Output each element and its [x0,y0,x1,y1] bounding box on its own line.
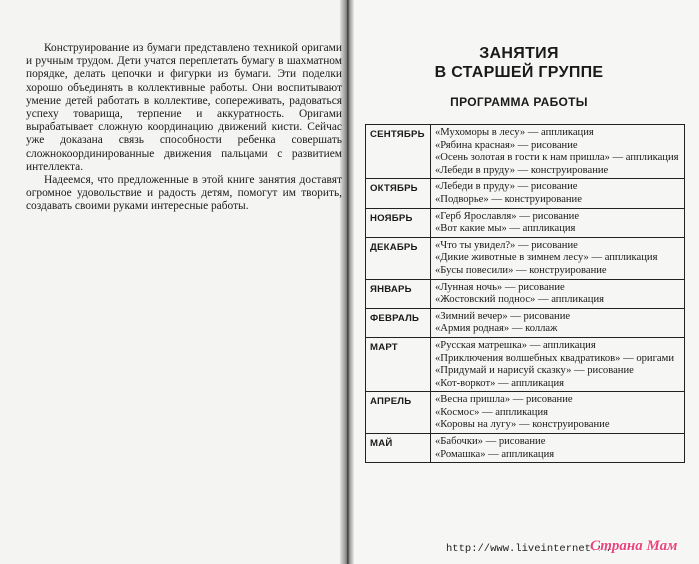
activity-item: «Вот какие мы» — аппликация [435,223,576,235]
activity-item: «Ромашка» — аппликация [435,448,555,460]
section-subtitle: ПРОГРАММА РАБОТЫ [450,95,588,109]
activity-item: «Приключения волшебных квадратиков» — оригами [435,352,675,364]
activities-cell [431,308,685,337]
activity-item: «Лунная ночь» — рисование [435,281,565,293]
activity-item: «Бабочки» — рисование [435,436,546,448]
month-cell: ДЕКАБРЬ [366,237,431,279]
activities-cell [431,125,685,179]
table-row [366,208,685,237]
watermark-logo: Страна Мам [590,538,678,554]
activity-item: «Зимний вечер» — рисование [435,310,571,322]
paragraph-1: Конструирование из бумаги представлено техникой оригами и ручным трудом. Дети учатся переплетать бумагу в шахматном порядке, делать цепочки и фигурки из бумаги. Эти поделки хорошо объединять в коллективные работы. Они воспитывают умение детей работать в коллективе, сопереживать, радоваться успеху товарища, терпение и аккуратность. Оригами вырабатывает сложную координацию движений кисти. Сейчас уже доказана связь способности ребенка совершать сложнокоординированные движения пальцами с развитием интеллекта. [26,42,342,173]
activities-cell [431,237,685,279]
activity-item: «Дикие животные в зимнем лесу» — аппликация [435,252,658,264]
activity-item: «Армия родная» — коллаж [435,323,558,335]
table-row [366,237,685,279]
activity-item: «Лебеди в пруду» — рисование [435,181,578,193]
activities-cell [431,337,685,391]
table-row [366,279,685,308]
month-cell: ФЕВРАЛЬ [366,308,431,337]
activities-cell [431,279,685,308]
activity-item: «Придумай и нарисуй сказку» — рисование [435,365,634,377]
watermark-url: http://www.liveinternet.ru [446,543,610,555]
activity-item: «Весна пришла» — рисование [435,394,573,406]
activity-item: «Осень золотая в гости к нам пришла» — аппликация [435,152,679,164]
month-cell: СЕНТЯБРЬ [366,125,431,179]
table-row [366,392,685,434]
activities-cell [431,179,685,208]
paragraph-2: Надеемся, что предложенные в этой книге занятия доставят огромное удовольствие и радость детям, помогут им творить, создавать своими руками интересные работы. [26,174,342,213]
schedule-table [365,124,685,463]
activity-item: «Жостовский поднос» — аппликация [435,294,605,306]
table-row [366,308,685,337]
table-row [366,337,685,391]
activity-item: «Коровы на лугу» — конструирование [435,419,610,431]
month-cell: МАРТ [366,337,431,391]
activities-cell [431,434,685,463]
activity-item: «Русская матрешка» — аппликация [435,339,596,351]
activity-item: «Мухоморы в лесу» — аппликация [435,127,594,138]
activity-item: «Бусы повесили» — конструирование [435,264,607,276]
page-title [388,44,650,82]
month-cell: ОКТЯБРЬ [366,179,431,208]
activity-item: «Рябина красная» — рисование [435,139,578,151]
table-row [366,125,685,179]
book-gutter [340,0,354,564]
activity-item: «Подворье» — конструирование [435,193,582,205]
activity-item: «Герб Ярославля» — рисование [435,210,580,222]
activity-item: «Что ты увидел?» — рисование [435,239,578,251]
month-cell: МАЙ [366,434,431,463]
month-cell: ЯНВАРЬ [366,279,431,308]
activity-item: «Кот-воркот» — аппликация [435,377,565,389]
table-row [366,179,685,208]
table-row [366,434,685,463]
left-page-text [26,42,342,214]
title-line-2: В СТАРШЕЙ ГРУППЕ [434,64,604,81]
month-cell: НОЯБРЬ [366,208,431,237]
title-line-1: ЗАНЯТИЯ [479,45,559,62]
activity-item: «Лебеди в пруду» — конструирование [435,164,609,176]
activity-item: «Космос» — аппликация [435,406,549,418]
month-cell: АПРЕЛЬ [366,392,431,434]
activities-cell [431,208,685,237]
activities-cell [431,392,685,434]
